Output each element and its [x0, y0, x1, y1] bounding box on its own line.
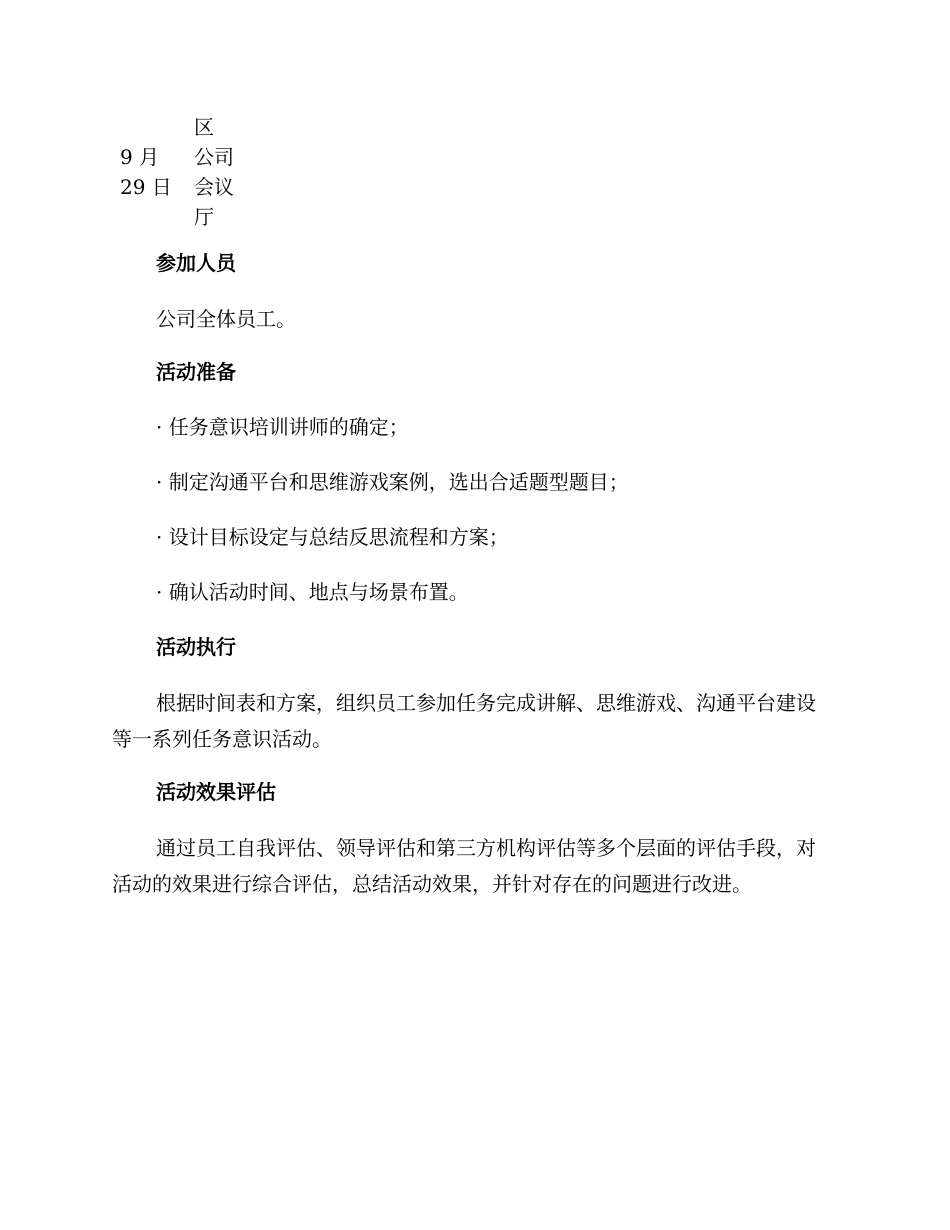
execution-text: 根据时间表和方案，组织员工参加任务完成讲解、思维游戏、沟通平台建设等一系列任务意识活动。 — [112, 691, 816, 751]
table-cell-location: 厅 — [194, 205, 214, 229]
participants-text: 公司全体员工。 — [156, 307, 296, 331]
table-row — [112, 112, 312, 142]
table-row — [112, 142, 312, 172]
table-cell-location: 会议 — [194, 175, 234, 199]
table-row — [112, 202, 312, 232]
preparation-item: · 设计目标设定与总结反思流程和方案； — [156, 525, 509, 549]
table-cell-date: 29 日 — [120, 175, 172, 199]
document-body — [112, 246, 832, 920]
preparation-item: · 确认活动时间、地点与场景布置。 — [156, 580, 469, 604]
preparation-item: · 任务意识培训讲师的确定； — [156, 415, 409, 439]
schedule-table-fragment — [112, 112, 312, 232]
evaluation-heading: 活动效果评估 — [156, 780, 276, 804]
table-row — [112, 172, 312, 202]
evaluation-text: 通过员工自我评估、领导评估和第三方机构评估等多个层面的评估手段，对活动的效果进行综合评估，总结活动效果，并针对存在的问题进行改进。 — [112, 836, 816, 896]
table-cell-date: 9 月 — [120, 145, 160, 169]
preparation-item: · 制定沟通平台和思维游戏案例，选出合适题型题目； — [156, 470, 629, 494]
preparation-heading: 活动准备 — [156, 360, 236, 384]
participants-heading: 参加人员 — [156, 251, 236, 275]
table-cell-location: 区 — [194, 115, 214, 139]
execution-heading: 活动执行 — [156, 635, 236, 659]
table-cell-location: 公司 — [194, 145, 234, 169]
